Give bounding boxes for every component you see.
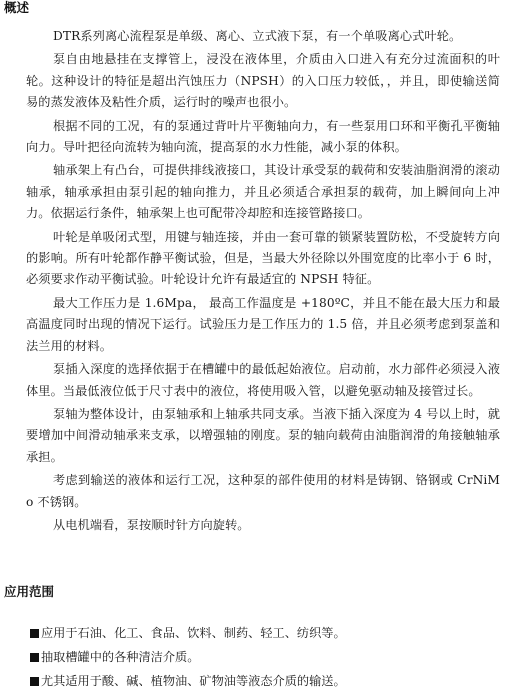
list-item-text: 应用于石油、化工、食品、饮料、制药、轻工、纺织等。 <box>41 626 346 640</box>
overview-paragraph-4: 轴承架上有凸台，可提供排线液接口，其设计承受泵的载荷和安装油脂润滑的滚动轴承，轴承承担由泵引起的轴向推力，并且必须适合承担泵的载荷，加上瞬间向上冲力。依据运行条件，轴承架上也可配带冷却腔和连接管路接口。 <box>26 163 500 221</box>
list-item-text: 尤其适用于酸、碱、植物油、矿物油等液态介质的输送。 <box>41 673 346 688</box>
square-bullet-icon <box>30 677 39 686</box>
overview-paragraph-7: 泵插入深度的选择依据于在槽罐中的最低起始液位。启动前，水力部件必须浸入液体里。当最低液位低于尺寸表中的液位，将使用吸入管，以避免驱动轴及接管过长。 <box>26 362 500 398</box>
list-item <box>30 622 490 646</box>
overview-paragraph-8: 泵轴为整体设计，由泵轴承和上轴承共同支承。当液下插入深度为 4 号以上时，就要增加中间滑动轴承来支承，以增强轴的刚度。泵的轴向载荷由油脂润滑的角接触轴承承担。 <box>26 406 500 464</box>
overview-paragraph-1: DTR系列离心流程泵是单级、离心、立式液下泵，有一个单吸离心式叶轮。 <box>53 29 462 43</box>
overview-paragraph-6: 最大工作压力是 1.6Mpa， 最高工作温度是 +180ºC，并且不能在最大压力和最高温度同时出现的情况下运行。试验压力是工作压力的 1.5 倍，并且必须考虑到泵盖和法兰用的材料。 <box>26 295 500 353</box>
overview-paragraph-5: 叶轮是单吸闭式型，用键与轴连接，并由一套可靠的锁紧装置防松，不受旋转方向的影响。所有叶轮都作静平衡试验，但是，当最大外径除以外围宽度的比率小于 6 时，必须要求作动平衡试验。叶轮设计允许有最适宜的 NPSH 特征。 <box>26 229 500 287</box>
overview-heading: 概述 <box>4 0 30 15</box>
list-item <box>30 646 490 670</box>
overview-paragraph-2: 泵自由地悬挂在支撑管上，浸没在液体里，介质由入口进入有充分过流面积的叶轮。这种设计的特征是超出汽蚀压力（NPSH）的入口压力较低，，并且，即使输送简易的蒸发液体及粘性介质，运行时的噪声也很小。 <box>26 52 500 110</box>
overview-paragraph-9: 考虑到输送的液体和运行工况，这种泵的部件使用的材料是铸钢、铬钢或 CrNiMo 不锈钢。 <box>26 473 500 509</box>
list-item-text: 抽取槽罐中的各种清洁介质。 <box>41 649 200 664</box>
overview-paragraph-3: 根据不同的工况，有的泵通过背叶片平衡轴向力，有一些泵用口环和平衡孔平衡轴向力。导叶把径向流转为轴向流，提高泵的水力性能，减小泵的体积。 <box>26 118 500 155</box>
square-bullet-icon <box>30 629 39 638</box>
overview-paragraph-10: 从电机端看，泵按顺时针方向旋转。 <box>53 517 250 532</box>
applications-list <box>30 622 490 693</box>
square-bullet-icon <box>30 653 39 662</box>
overview-body <box>26 26 500 536</box>
list-item <box>30 670 490 694</box>
applications-heading: 应用范围 <box>4 584 55 599</box>
